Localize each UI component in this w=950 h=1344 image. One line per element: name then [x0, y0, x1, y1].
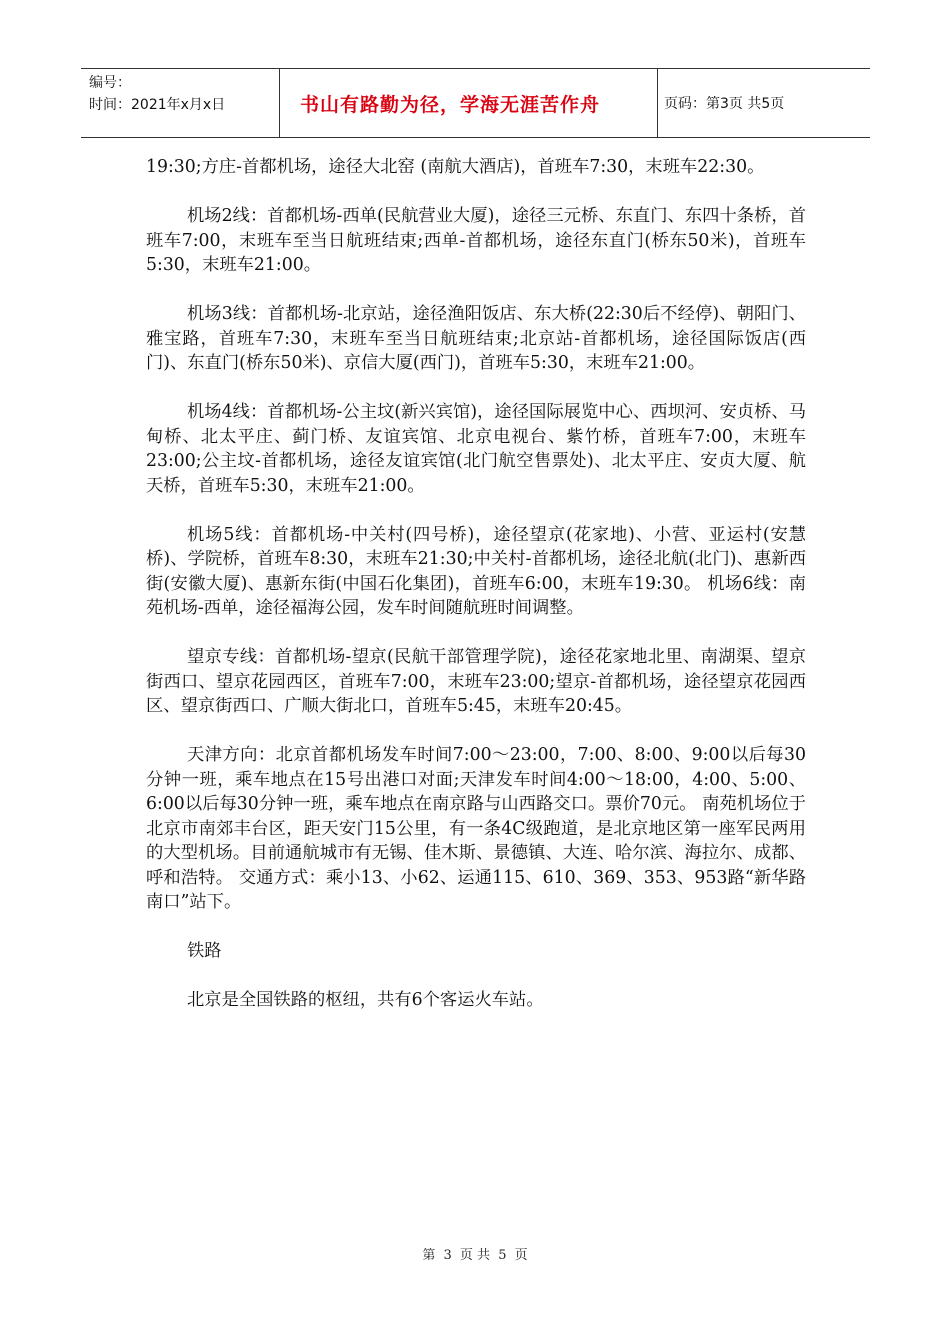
page-footer	[0, 1244, 950, 1263]
paragraph-wangjing-line: 望京专线：首都机场-望京(民航干部管理学院)，途径花家地北里、南湖渠、望京街西口、望京花园西区，首班车7:00，末班车23:00;望京-首都机场，途径望京花园西区、望京街西口、广顺大街北口，首班车5:45，末班车20:45。	[146, 647, 806, 716]
document-body	[146, 155, 806, 1037]
footer-mid: 页 共	[459, 1248, 491, 1263]
footer-suffix: 页	[514, 1248, 528, 1263]
paragraph-railway-intro: 北京是全国铁路的枢纽，共有6个客运火车站。	[187, 990, 544, 1010]
header-page-number: 页码：第3页 共5页	[664, 96, 785, 112]
footer-total-pages: 5	[498, 1248, 507, 1263]
paragraph-airport-line-4: 机场4线：首都机场-公主坟(新兴宾馆)，途径国际展览中心、西坝河、安贞桥、马甸桥、北太平庄、蓟门桥、友谊宾馆、北京电视台、紫竹桥，首班车7:00，末班车23:00;公主坟-首都机场，途径友谊宾馆(北门航空售票处)、北太平庄、安贞大厦、航天桥，首班车5:30，末班车21:00。	[146, 402, 806, 496]
document-number: 编号：	[89, 75, 131, 91]
header-meta	[81, 69, 280, 137]
paragraph-route-continuation: 19:30;方庄-首都机场，途径大北窑 (南航大酒店)，首班车7:30，末班车22:30。	[146, 157, 765, 177]
paragraph-airport-line-2: 机场2线：首都机场-西单(民航营业大厦)，途径三元桥、东直门、东四十条桥，首班车7:00，末班车至当日航班结束;西单-首都机场，途径东直门(桥东50米)，首班车5:30，末班车21:00。	[146, 206, 806, 275]
section-heading-railway: 铁路	[187, 941, 222, 961]
document-date: 时间：2021年x月x日	[89, 97, 226, 113]
paragraph-airport-line-3: 机场3线：首都机场-北京站，途径渔阳饭店、东大桥(22:30后不经停)、朝阳门、雅宝路，首班车7:30，末班车至当日航班结束;北京站-首都机场，途径国际饭店(西门)、东直门(桥东50米)、京信大厦(西门)，首班车5:30，末班车21:00。	[146, 304, 806, 373]
footer-prefix: 第	[422, 1248, 436, 1263]
page-header	[81, 68, 870, 138]
footer-page-number: 3	[443, 1248, 452, 1263]
paragraph-airport-line-5-6: 机场5线：首都机场-中关村(四号桥)，途径望京(花家地)、小营、亚运村(安慧桥)、学院桥，首班车8:30，末班车21:30;中关村-首都机场，途径北航(北门)、惠新西街(安徽大厦)、惠新东街(中国石化集团)，首班车6:00，末班车19:30。 机场6线：南苑机场-西单，途径福海公园，发车时间随航班时间调整。	[146, 524, 806, 618]
paragraph-tianjin-nanyuan: 天津方向：北京首都机场发车时间7:00～23:00，7:00、8:00、9:00以后每30分钟一班，乘车地点在15号出港口对面;天津发车时间4:00～18:00，4:00、5:00、6:00以后每30分钟一班，乘车地点在南京路与山西路交口。票价70元。 南苑机场位于北京市南郊丰台区，距天安门15公里，有一条4C级跑道，是北京地区第一座军民两用的大型机场。目前通航城市有无锡、佳木斯、景德镇、大连、哈尔滨、海拉尔、成都、呼和浩特。 交通方式：乘小13、小62、运通115、610、369、353、953路“新华路南口”站下。	[146, 745, 806, 912]
header-motto: 书山有路勤为径，学海无涯苦作舟	[280, 69, 658, 137]
